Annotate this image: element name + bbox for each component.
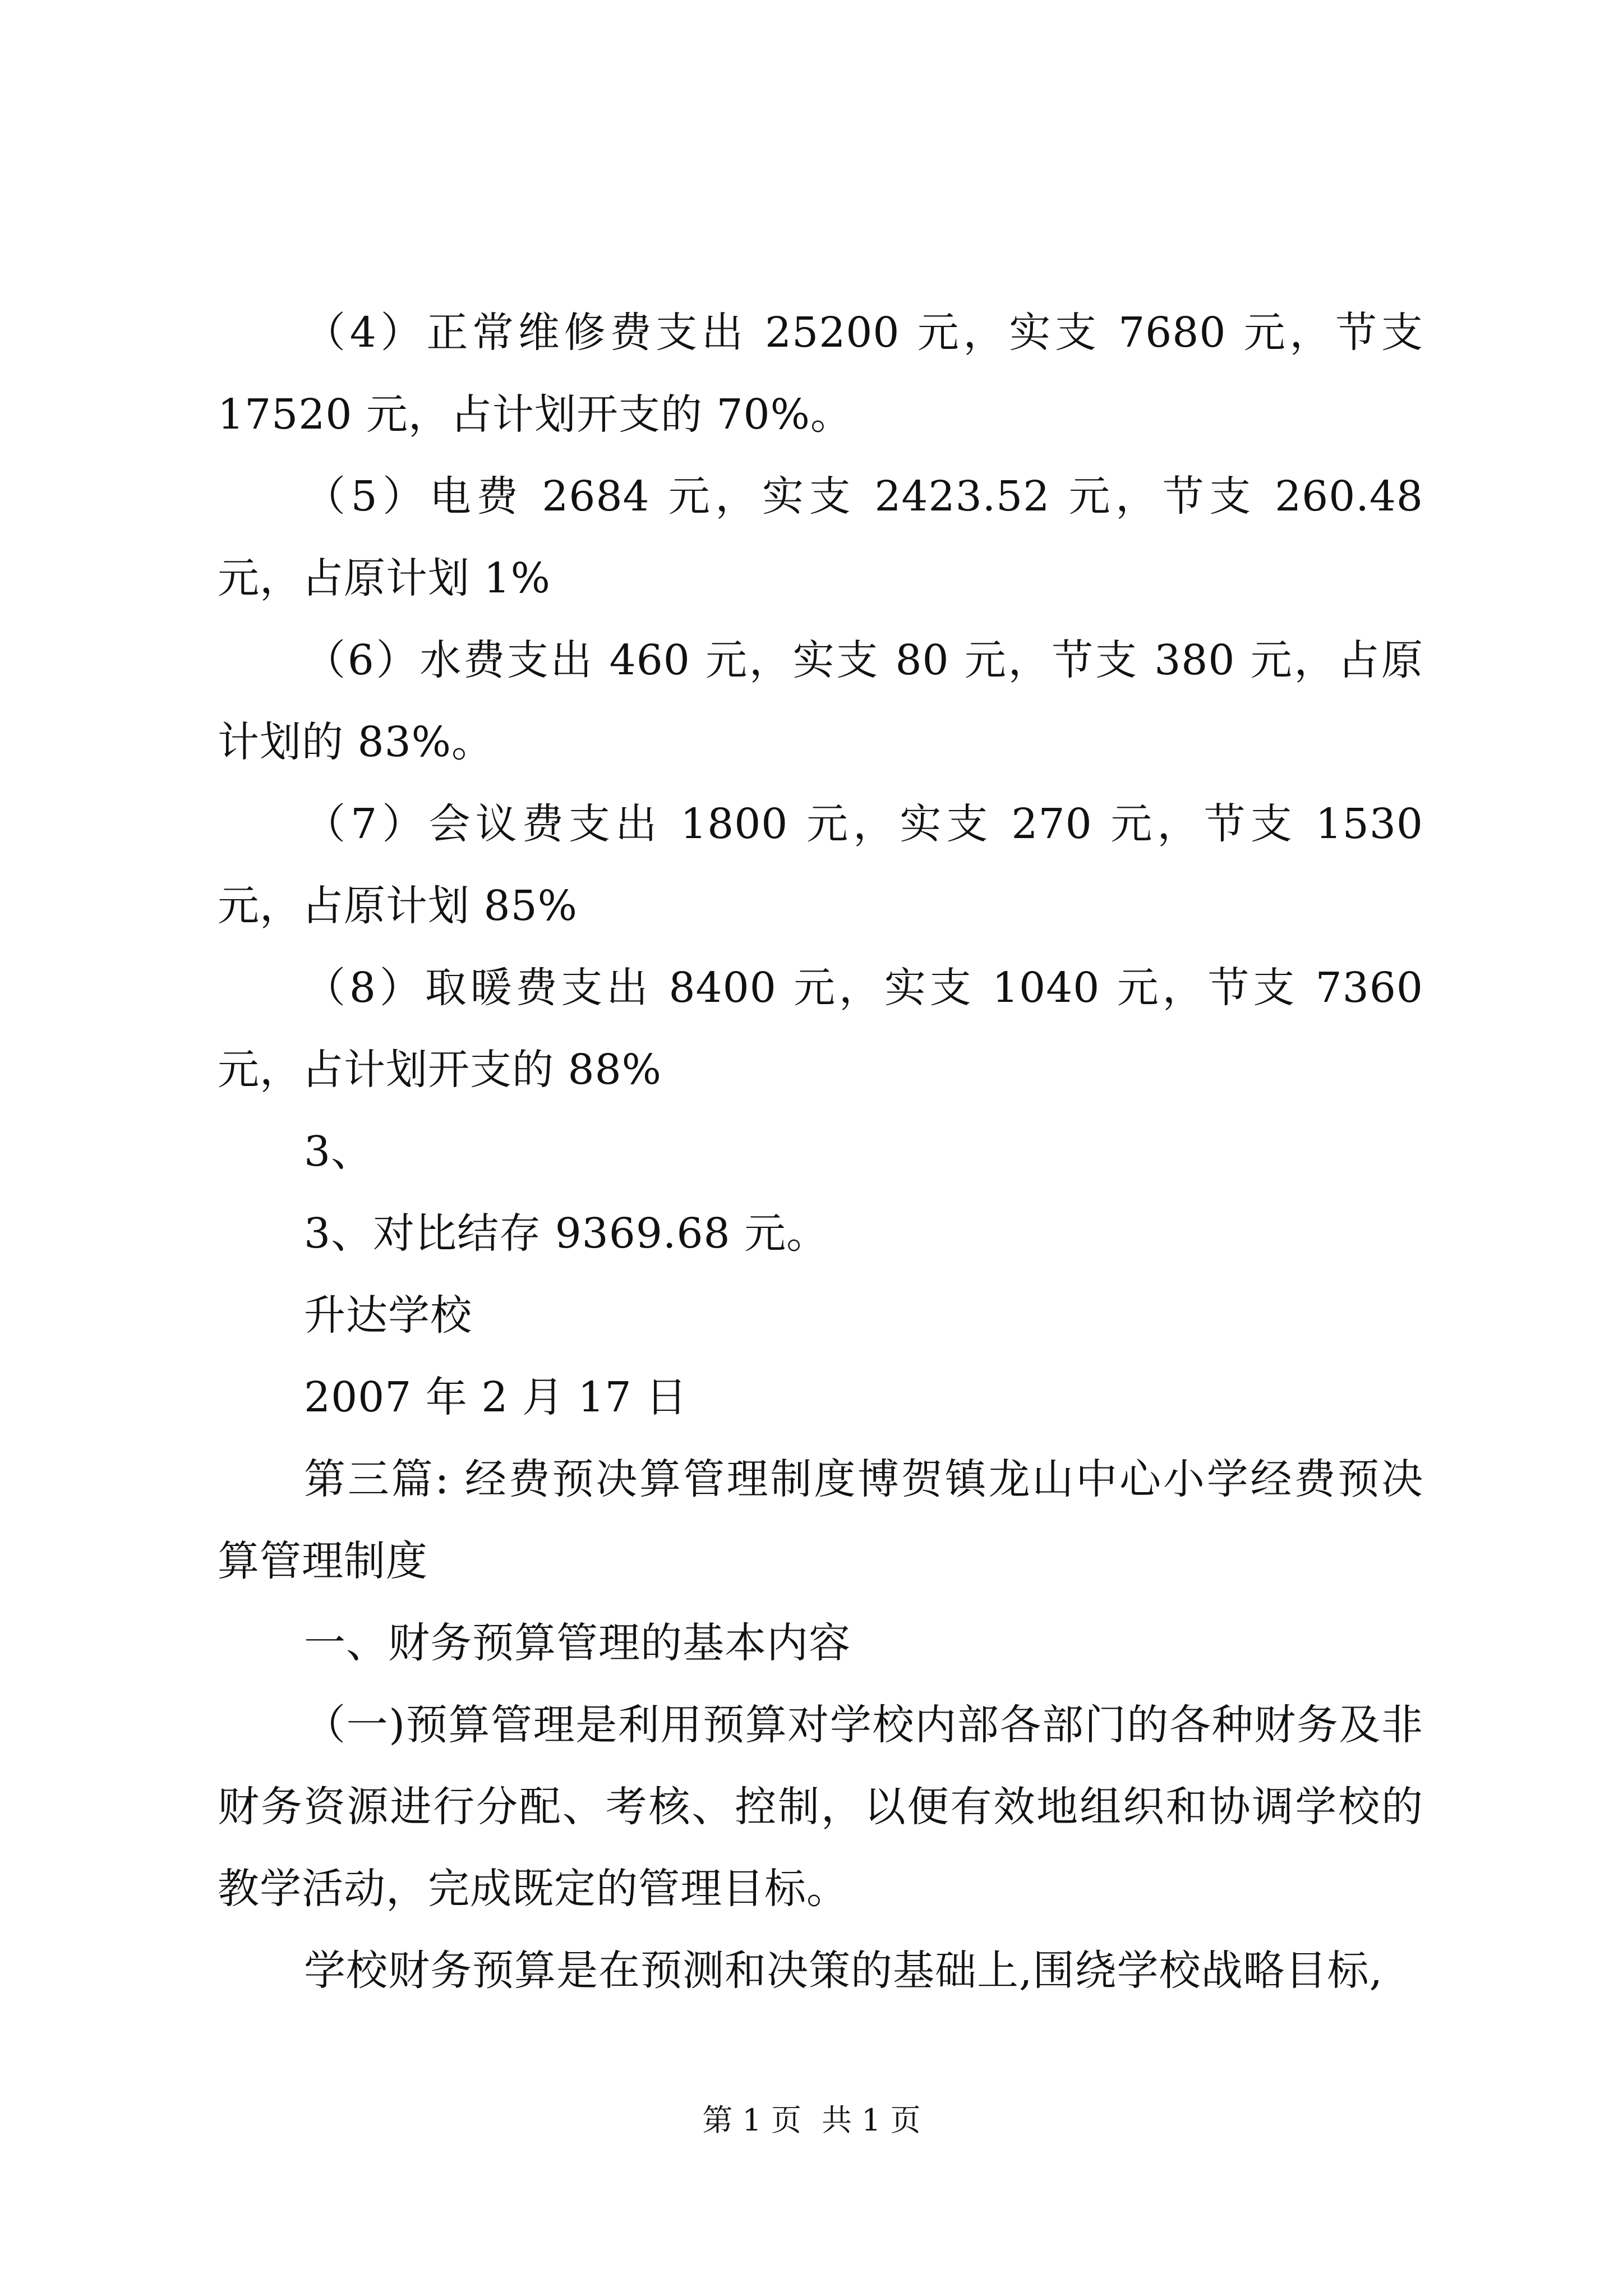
page-total: 共 1 页 <box>822 2102 921 2138</box>
paragraph-item-6-water: （6）水费支出 460 元，实支 80 元，节支 380 元，占原计划的 83%。 <box>218 636 1423 766</box>
document-date: 2007 年 2 月 17 日 <box>304 1373 688 1421</box>
chapter-title: 第三篇: 经费预决算管理制度博贺镇龙山中心小学经费预决算管理制度 <box>218 1455 1423 1585</box>
paragraph-school-budget: 学校财务预算是在预测和决策的基础上,围绕学校战略目标, <box>304 1947 1384 1995</box>
document-body <box>218 292 1423 2012</box>
paragraph-section-3: 3、 <box>304 1128 374 1176</box>
paragraph-item-4-repair: （4）正常维修费支出 25200 元，实支 7680 元，节支 17520 元，占计划开支的 70%。 <box>218 309 1423 439</box>
page-number: 第 1 页 <box>702 2102 801 2138</box>
section-heading: 一、财务预算管理的基本内容 <box>304 1619 851 1667</box>
paragraph-item-5-electricity: （5）电费 2684 元，实支 2423.52 元，节支 260.48 元，占原计划 1% <box>218 472 1423 602</box>
page-footer <box>0 2101 1623 2140</box>
paragraph-item-8-heating: （8）取暖费支出 8400 元，实支 1040 元，节支 7360 元，占计划开支的 88% <box>218 964 1423 1094</box>
paragraph-item-7-meeting: （7）会议费支出 1800 元，实支 270 元，节支 1530 元，占原计划 85% <box>218 800 1423 930</box>
paragraph-balance: 3、对比结存 9369.68 元。 <box>304 1209 829 1258</box>
school-signature: 升达学校 <box>304 1291 472 1340</box>
paragraph-budget-management: （一)预算管理是利用预算对学校内部各部门的各种财务及非财务资源进行分配、考核、控制，以便有效地组织和协调学校的教学活动，完成既定的管理目标。 <box>218 1701 1423 1913</box>
